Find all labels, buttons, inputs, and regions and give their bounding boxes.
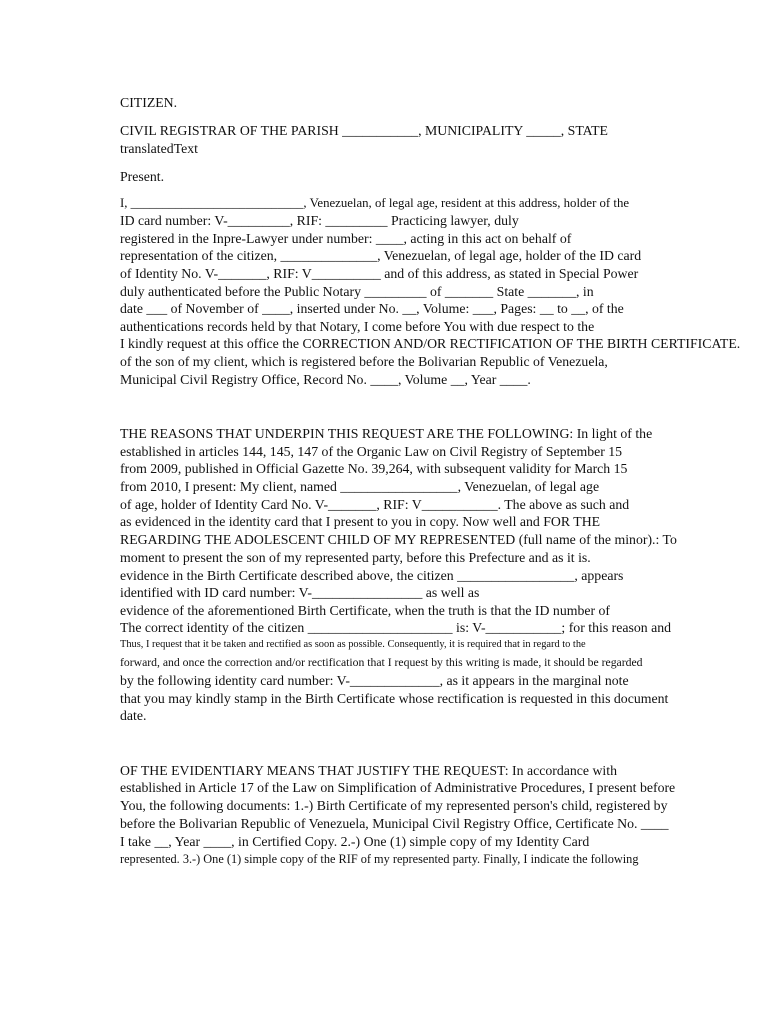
evidence-line: I take __, Year ____, in Certified Copy. 2.-) One (1) simple copy of my Identity Card (120, 834, 590, 849)
reasons-line: identified with ID card number: V-________________ as well as (120, 585, 480, 600)
request-line: of Identity No. V-_______, RIF: V__________ and of this address, as stated in Special Power (120, 266, 639, 281)
reasons-line: moment to present the son of my represented party, before this Prefecture and as it is. (120, 550, 591, 565)
reasons-line: evidence in the Birth Certificate described above, the citizen _________________, appears (120, 568, 624, 583)
evidence-line: represented. 3.-) One (1) simple copy of the RIF of my represented party. Finally, I indicate the following (120, 852, 639, 866)
reasons-line: by the following identity card number: V-_____________, as it appears in the marginal note (120, 673, 629, 688)
evidence-line: You, the following documents: 1.-) Birth Certificate of my represented person's child, registered by (120, 798, 668, 813)
request-line: of the son of my client, which is registered before the Bolivarian Republic of Venezuela, (120, 354, 608, 369)
reasons-heading-line: THE REASONS THAT UNDERPIN THIS REQUEST ARE THE FOLLOWING: In light of the (120, 426, 653, 441)
registrar-line: CIVIL REGISTRAR OF THE PARISH ___________, MUNICIPALITY _____, STATE (120, 123, 608, 138)
reasons-line: The correct identity of the citizen _____________________ is: V-___________; for this reason and (120, 620, 672, 635)
evidence-line: before the Bolivarian Republic of Venezuela, Municipal Civil Registry Office, Certificate No. ____ (120, 816, 669, 831)
reasons-line: Thus, I request that it be taken and rectified as soon as possible. Consequently, it is required that in regard to the (120, 639, 586, 650)
reasons-line: from 2009, published in Official Gazette No. 39,264, with subsequent validity for March 15 (120, 461, 628, 476)
reasons-line: as evidenced in the identity card that I present to you in copy. Now well and FOR THE (120, 514, 601, 529)
request-line: representation of the citizen, ______________, Venezuelan, of legal age, holder of the ID card (120, 248, 642, 263)
reasons-line: evidence of the aforementioned Birth Certificate, when the truth is that the ID number of (120, 603, 611, 618)
translated-text-line: translatedText (120, 141, 198, 156)
request-line: ID card number: V-_________, RIF: _________ Practicing lawyer, duly (120, 213, 519, 228)
request-line: registered in the Inpre-Lawyer under number: ____, acting in this act on behalf of (120, 231, 572, 246)
evidence-heading-line: OF THE EVIDENTIARY MEANS THAT JUSTIFY THE REQUEST: In accordance with (120, 763, 617, 778)
request-line: I kindly request at this office the CORRECTION AND/OR RECTIFICATION OF THE BIRTH CERTIFICATE. (120, 336, 741, 351)
reasons-line: date. (120, 708, 147, 723)
request-line: I, ___________________________, Venezuelan, of legal age, resident at this address, holder of the (120, 196, 630, 210)
reasons-line: established in articles 144, 145, 147 of the Organic Law on Civil Registry of September 15 (120, 444, 623, 459)
reasons-line: from 2010, I present: My client, named _________________, Venezuelan, of legal age (120, 479, 600, 494)
addressee-line: CITIZEN. (120, 95, 178, 110)
reasons-line: of age, holder of Identity Card No. V-_______, RIF: V___________. The above as such and (120, 497, 630, 512)
evidence-line: established in Article 17 of the Law on Simplification of Administrative Procedures, I present before (120, 780, 676, 795)
reasons-line: REGARDING THE ADOLESCENT CHILD OF MY REPRESENTED (full name of the minor).: To (120, 532, 677, 547)
reasons-line: that you may kindly stamp in the Birth Certificate whose rectification is requested in this document (120, 691, 669, 706)
reasons-line: forward, and once the correction and/or rectification that I request by this writing is made, it should be regarded (120, 656, 643, 669)
salutation-line: Present. (120, 169, 165, 184)
request-line: date ___ of November of ____, inserted under No. __, Volume: ___, Pages: __ to __, of the (120, 301, 624, 316)
request-line: duly authenticated before the Public Notary _________ of _______ State _______, in (120, 284, 594, 299)
request-line: Municipal Civil Registry Office, Record No. ____, Volume __, Year ____. (120, 372, 531, 387)
request-line: authentications records held by that Notary, I come before You with due respect to the (120, 319, 595, 334)
